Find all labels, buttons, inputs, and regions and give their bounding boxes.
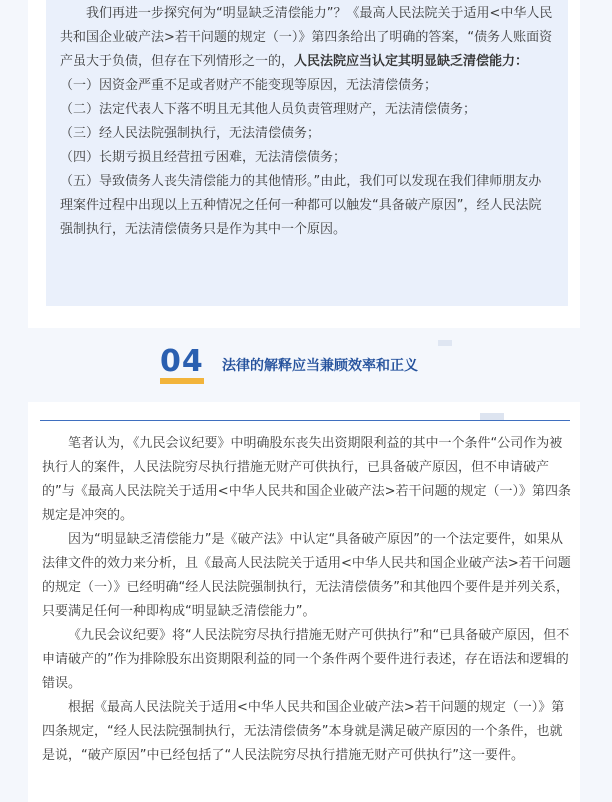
quote-intro-text: 我们再进一步探究何为“明显缺乏清偿能力”？《最高人民法院关于适用<中华人民共和国企业破产法>若干问题的规定（一）》第四条给出了明确的答案，“债务人账面资产虽大于负债，但存在下列情形之一的， <box>60 6 553 69</box>
quote-paragraph <box>60 2 554 74</box>
divider-tab <box>480 413 504 420</box>
quote-item-5: （五）导致债务人丧失清偿能力的其他情形。”由此，我们可以发现在我们律师朋友办理案件过程中出现以上五种情况之任何一种都可以触发“具备破产原因”，经人民法院强制执行，无法清偿债务只是作为其中一个原因。 <box>60 174 542 237</box>
section-title: 法律的解释应当兼顾效率和正义 <box>222 358 418 374</box>
quote-item-4: （四）长期亏损且经营扭亏困难，无法清偿债务； <box>60 150 347 165</box>
quote-item-1: （一）因资金严重不足或者财产不能变现等原因，无法清偿债务； <box>60 78 438 93</box>
section-number: 04 <box>160 344 204 379</box>
quote-bold-text: 人民法院应当认定其明显缺乏清偿能力： <box>294 54 529 69</box>
section-header <box>0 332 612 402</box>
quote-text <box>60 2 554 242</box>
body-text <box>42 432 572 768</box>
section-divider <box>40 420 570 421</box>
body-paragraph-2: 因为“明显缺乏清偿能力”是《破产法》中认定“具备破产原因”的一个法定要件，如果从法律文件的效力来分析，且《最高人民法院关于适用<中华人民共和国企业破产法>若干问题的规定（一）》已经明确“经人民法院强制执行，无法清偿债务”和其他四个要件是并列关系，只要满足任何一种即构成“明显缺乏清偿能力”。 <box>42 532 571 619</box>
quote-item-2: （二）法定代表人下落不明且无其他人员负责管理财产，无法清偿债务； <box>60 102 477 117</box>
body-paragraph-1: 笔者认为，《九民会议纪要》中明确股东丧失出资期限利益的其中一个条件“公司作为被执行人的案件，人民法院穷尽执行措施无财产可供执行，已具备破产原因，但不申请破产的”与《最高人民法院关于适用<中华人民共和国企业破产法>若干问题的规定（一）》第四条规定是冲突的。 <box>42 436 572 523</box>
body-paragraph-3: 《九民会议纪要》将“人民法院穷尽执行措施无财产可供执行”和“已具备破产原因，但不申请破产的”作为排除股东出资期限利益的同一个条件两个要件进行表述，存在语法和逻辑的错误。 <box>42 628 570 691</box>
quote-item-3: （三）经人民法院强制执行，无法清偿债务； <box>60 126 321 141</box>
quote-block <box>46 0 568 306</box>
quote-card <box>28 0 580 328</box>
body-paragraph-4: 根据《最高人民法院关于适用<中华人民共和国企业破产法>若干问题的规定（一）》第四条规定，“经人民法院强制执行，无法清偿债务”本身就是满足破产原因的一个条件，也就是说，“破产原因”中已经包括了“人民法院穷尽执行措施无财产可供执行”这一要件。 <box>42 700 565 763</box>
